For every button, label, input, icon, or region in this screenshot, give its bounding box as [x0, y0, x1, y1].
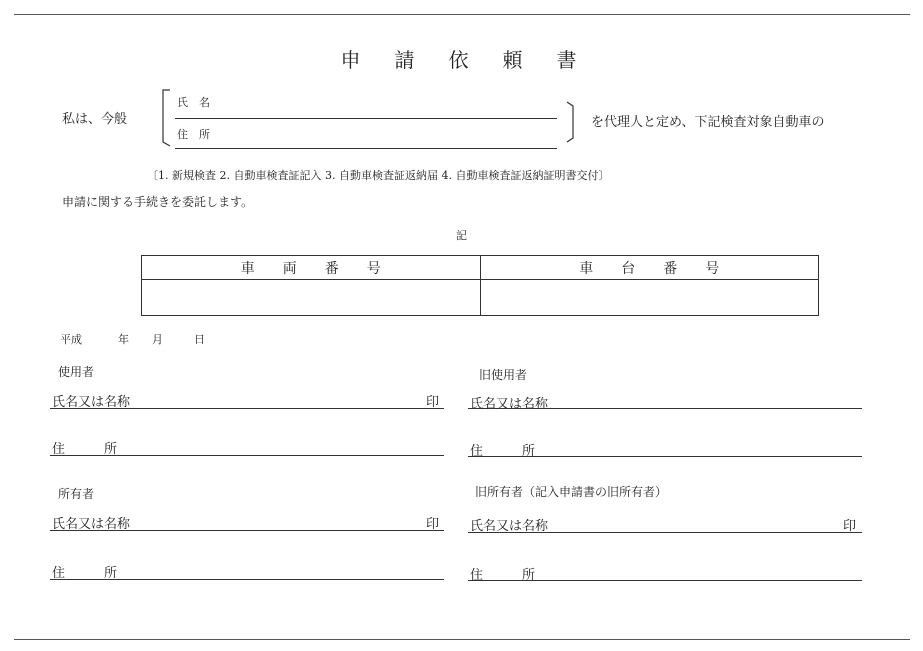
chassis-number-header-char: 号	[705, 260, 720, 277]
former-owner-seal: 印	[843, 519, 857, 534]
date-era: 平成	[60, 333, 82, 346]
chassis-number-header	[480, 256, 819, 280]
title-char: 請	[394, 48, 421, 72]
page-border-bottom	[14, 639, 910, 640]
former-user-name-line[interactable]	[468, 408, 862, 409]
user-address-line[interactable]	[50, 455, 444, 456]
vehicle-number-header-char: 号	[366, 260, 381, 277]
form-title	[0, 44, 923, 73]
former-user-address-line[interactable]	[468, 456, 862, 457]
left-bracket-icon	[160, 88, 172, 148]
chassis-number-header-char: 台	[621, 260, 636, 277]
agent-name-label: 氏 名	[177, 96, 210, 109]
title-char: 頼	[502, 48, 529, 72]
former-owner-address-line[interactable]	[468, 580, 862, 581]
chassis-number-header-char: 番	[663, 260, 678, 277]
vehicle-number-header	[142, 256, 481, 280]
date-day[interactable]: 日	[194, 333, 205, 346]
user-name-label: 氏名又は名称	[52, 395, 131, 410]
owner-address-label: 住 所	[52, 566, 118, 581]
intro-tail: を代理人と定め、下記検査対象自動車の	[591, 115, 825, 130]
user-seal: 印	[426, 395, 440, 410]
title-char: 依	[448, 48, 475, 72]
chassis-number-header-char: 車	[579, 260, 594, 277]
user-heading: 使用者	[58, 365, 95, 379]
vehicle-number-header-char: 車	[240, 260, 255, 277]
intro-lead: 私は、今般	[62, 112, 128, 127]
former-owner-address-label: 住 所	[470, 568, 536, 583]
user-name-line[interactable]	[50, 408, 444, 409]
procedure-options: 〔1. 新規検査 2. 自動車検査証記入 3. 自動車検査証返納届 4. 自動車検査証返納証明書交付〕	[147, 169, 610, 182]
page-border-top	[14, 14, 910, 15]
chassis-number-cell[interactable]	[480, 280, 819, 316]
owner-name-line[interactable]	[50, 530, 444, 531]
former-user-address-label: 住 所	[470, 444, 536, 459]
former-owner-name-line[interactable]	[468, 532, 862, 533]
former-user-name-label: 氏名又は名称	[470, 397, 549, 412]
right-bracket-icon	[565, 100, 577, 144]
vehicle-number-cell[interactable]	[142, 280, 481, 316]
former-owner-heading: 旧所有者（記入申請書の旧所有者）	[475, 485, 668, 499]
agent-address-line[interactable]	[175, 148, 557, 149]
delegation-text: 申請に関する手続きを委託します。	[62, 195, 254, 209]
title-char: 申	[340, 48, 367, 72]
owner-heading: 所有者	[58, 487, 95, 501]
former-owner-name-label: 氏名又は名称	[470, 519, 549, 534]
title-char: 書	[556, 48, 583, 72]
owner-address-line[interactable]	[50, 579, 444, 580]
user-address-label: 住 所	[52, 442, 118, 457]
owner-seal: 印	[426, 517, 440, 532]
former-user-heading: 旧使用者	[479, 368, 528, 382]
vehicle-number-header-char: 番	[324, 260, 339, 277]
owner-name-label: 氏名又は名称	[52, 517, 131, 532]
ki-mark: 記	[456, 229, 467, 242]
agent-address-label: 住 所	[177, 128, 210, 141]
date-year[interactable]: 年	[118, 333, 129, 346]
agent-name-line[interactable]	[175, 118, 557, 119]
vehicle-table	[141, 255, 819, 316]
vehicle-number-header-char: 両	[282, 260, 297, 277]
date-month[interactable]: 月	[152, 333, 163, 346]
